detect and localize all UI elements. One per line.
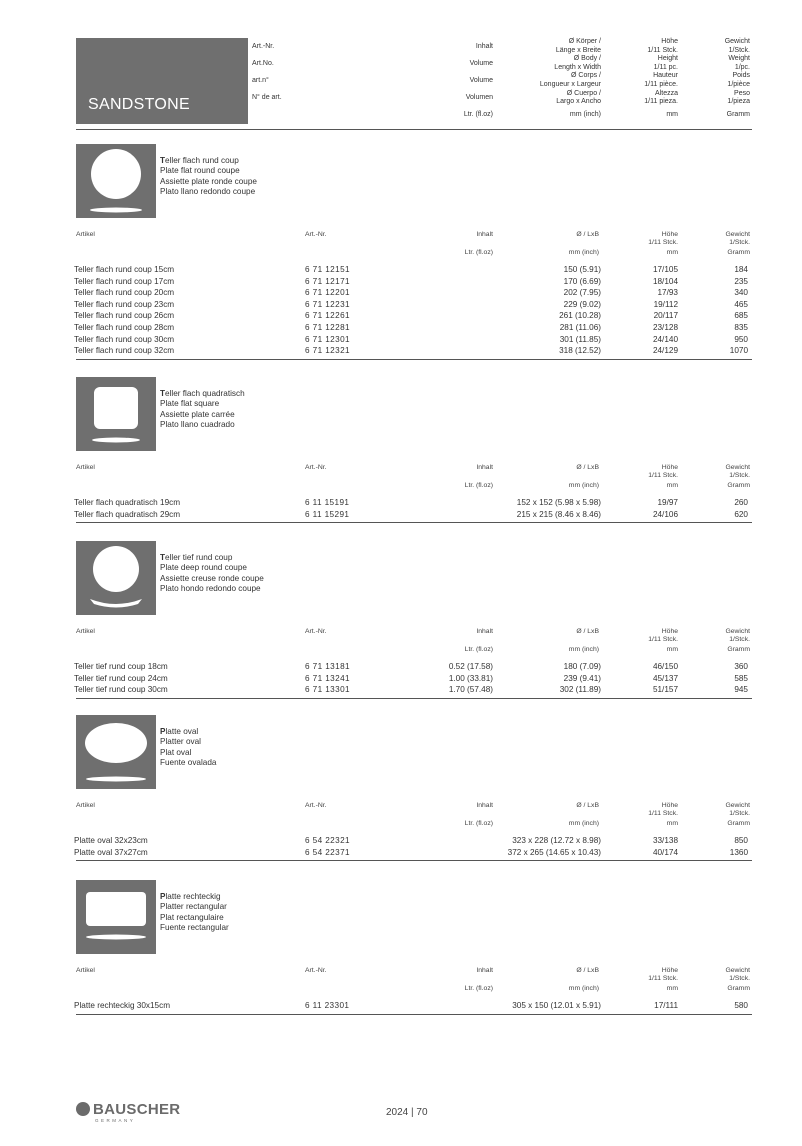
cell-weight: 340 — [734, 288, 748, 298]
unit-height: mm — [666, 646, 678, 653]
col-header-inhalt: Inhalt — [476, 464, 493, 471]
col-header-artnr: Art.-Nr. — [305, 802, 327, 809]
col-header-weight-sub: 1/Stck. — [729, 635, 750, 643]
product-name-line: Assiette plate ronde coupe — [160, 176, 257, 186]
section-divider — [76, 1014, 752, 1015]
product-name-line: Platter rectangular — [160, 902, 227, 912]
col-header-height-label: Höhe — [661, 628, 678, 635]
product-name-line: Plat oval — [160, 747, 192, 757]
product-name-line — [160, 727, 216, 737]
col-header-weight-sub: 1/Stck. — [729, 471, 750, 479]
table-row — [0, 311, 802, 323]
cell-height: 17/111 — [654, 1001, 678, 1010]
col-header-height — [648, 464, 678, 479]
cell-dimension: 305 x 150 (12.01 x 5.91) — [512, 1001, 601, 1010]
product-name-line: Plate deep round coupe — [160, 563, 247, 573]
table-row — [0, 848, 802, 860]
cell-height: 17/105 — [652, 265, 678, 274]
cell-weight: 850 — [734, 836, 748, 845]
brand-subtitle: GERMANY — [95, 1118, 136, 1123]
unit-height: mm — [666, 249, 678, 256]
col-header-weight-sub: 1/Stck. — [729, 974, 750, 982]
col-header-height-label: Höhe — [661, 231, 678, 238]
cell-weight: 1360 — [729, 847, 748, 857]
col-header-artikel: Artikel — [76, 231, 95, 238]
section-divider — [76, 860, 752, 861]
col-header-height-label: Höhe — [661, 802, 678, 809]
cell-artnr: 6 11 15291 — [305, 509, 350, 519]
col-header-artikel: Artikel — [76, 967, 95, 974]
product-name-initial: P — [160, 892, 166, 901]
col-header-weight — [725, 231, 750, 246]
col-header-weight-label: Gewicht — [725, 464, 750, 471]
cell-height: 19/112 — [653, 299, 678, 309]
col-header-artikel: Artikel — [76, 464, 95, 471]
col-header-weight-sub: 1/Stck. — [729, 238, 750, 246]
col-header-dimension: Ø / LxB — [576, 967, 599, 974]
cell-artnr: 6 71 12281 — [305, 323, 350, 332]
product-name-initial: T — [160, 389, 166, 398]
col-header-artikel: Artikel — [76, 628, 95, 635]
col-header-weight-sub: 1/Stck. — [729, 809, 750, 817]
unit-weight: Gramm — [727, 646, 750, 653]
col-header-weight — [725, 967, 750, 982]
header-weight-column: Gewicht 1/Stck. Weight 1/pc. Poids 1/pièce Peso 1/pieza Gramm — [724, 38, 750, 118]
cell-inhalt: 1.00 (33.81) — [448, 673, 493, 683]
cell-inhalt: 1.70 (57.48) — [448, 685, 493, 695]
cell-artikel: Platte oval 37x27cm — [74, 847, 148, 857]
unit-inhalt: Ltr. (fl.oz) — [464, 820, 493, 827]
table-row — [0, 685, 802, 697]
product-name-initial: P — [160, 727, 166, 736]
section-divider — [76, 698, 752, 699]
cell-height: 20/117 — [653, 311, 678, 321]
cell-artikel: Teller flach rund coup 23cm — [74, 299, 175, 309]
cell-artnr: 6 11 23301 — [305, 1001, 350, 1010]
product-name-initial: T — [160, 553, 166, 562]
cell-dimension: 229 (9.02) — [563, 299, 601, 309]
table-row — [0, 335, 802, 347]
product-name-line: Plato hondo redondo coupe — [160, 584, 261, 594]
cell-dimension: 302 (11.89) — [559, 685, 601, 695]
product-name-line: Assiette plate carrée — [160, 409, 235, 419]
cell-artikel: Teller tief rund coup 18cm — [74, 662, 168, 671]
cell-dimension: 215 x 215 (8.46 x 8.46) — [516, 509, 601, 519]
cell-artikel: Platte rechteckig 30x15cm — [74, 1001, 171, 1010]
cell-height: 17/93 — [657, 288, 678, 298]
col-header-inhalt: Inhalt — [476, 802, 493, 809]
cell-artikel: Platte oval 32x23cm — [74, 836, 148, 845]
col-header-height — [648, 231, 678, 246]
cell-artnr: 6 71 12261 — [305, 311, 350, 321]
cell-weight: 945 — [734, 685, 748, 695]
unit-weight: Gramm — [727, 820, 750, 827]
col-header-weight-label: Gewicht — [725, 628, 750, 635]
cell-weight: 465 — [734, 299, 748, 309]
col-header-artnr: Art.-Nr. — [305, 628, 327, 635]
unit-weight: Gramm — [727, 249, 750, 256]
cell-dimension: 180 (7.09) — [563, 662, 601, 671]
cell-artikel: Teller flach rund coup 20cm — [74, 288, 175, 298]
col-header-height-label: Höhe — [661, 464, 678, 471]
cell-artikel: Teller flach rund coup 30cm — [74, 334, 175, 344]
cell-height: 18/104 — [652, 276, 678, 286]
header-artnr-column: Art.-Nr. Art.No. art.n° N° de art. — [252, 43, 282, 101]
col-header-height-sub: 1/11 Stck. — [648, 974, 678, 982]
col-header-height-sub: 1/11 Stck. — [648, 635, 678, 643]
cell-weight: 950 — [734, 334, 748, 344]
unit-inhalt: Ltr. (fl.oz) — [464, 482, 493, 489]
col-header-inhalt: Inhalt — [476, 231, 493, 238]
unit-inhalt: Ltr. (fl.oz) — [464, 646, 493, 653]
product-name-line: Plato llano redondo coupe — [160, 187, 256, 197]
cell-height: 24/140 — [652, 334, 678, 344]
product-image — [76, 541, 156, 615]
unit-dimension: mm (inch) — [568, 482, 599, 489]
product-name-block — [160, 553, 264, 595]
cell-weight: 620 — [734, 509, 748, 519]
table-row — [0, 674, 802, 686]
product-name-rest: eller tief rund coup — [165, 553, 233, 562]
cell-height: 45/137 — [652, 673, 678, 683]
page-number: 2024 | 70 — [386, 1107, 428, 1118]
section-divider — [76, 359, 752, 360]
unit-dimension: mm (inch) — [568, 646, 599, 653]
product-name-rest: latte oval — [165, 727, 199, 736]
product-name-line: Plate flat round coupe — [160, 166, 240, 176]
cell-weight: 184 — [734, 265, 748, 274]
cell-height: 19/97 — [657, 498, 678, 507]
unit-height: mm — [666, 482, 678, 489]
unit-height: mm — [666, 820, 678, 827]
cell-artnr: 6 71 13181 — [305, 662, 350, 671]
cell-height: 40/174 — [652, 847, 678, 857]
cell-weight: 580 — [734, 1001, 748, 1010]
cell-dimension: 323 x 228 (12.72 x 8.98) — [512, 836, 601, 845]
col-header-weight-label: Gewicht — [725, 802, 750, 809]
brand-emblem-icon — [76, 1102, 90, 1116]
col-header-dimension: Ø / LxB — [576, 231, 599, 238]
cell-weight: 1070 — [729, 346, 748, 356]
cell-weight: 585 — [734, 673, 748, 683]
product-name-block — [160, 892, 229, 934]
cell-artnr: 6 71 12201 — [305, 288, 350, 298]
col-header-height-label: Höhe — [661, 967, 678, 974]
cell-dimension: 372 x 265 (14.65 x 10.43) — [507, 847, 601, 857]
cell-weight: 235 — [734, 276, 748, 286]
table-row — [0, 277, 802, 289]
col-header-dimension: Ø / LxB — [576, 464, 599, 471]
product-name-line: Assiette creuse ronde coupe — [160, 573, 264, 583]
col-header-inhalt: Inhalt — [476, 628, 493, 635]
cell-artikel: Teller flach rund coup 32cm — [74, 346, 175, 356]
cell-artnr: 6 71 12171 — [305, 276, 350, 286]
col-header-weight — [725, 464, 750, 479]
product-image — [76, 144, 156, 218]
col-header-height-sub: 1/11 Stck. — [648, 809, 678, 817]
product-name-line: Fuente ovalada — [160, 758, 217, 768]
col-header-weight — [725, 628, 750, 643]
col-header-weight-label: Gewicht — [725, 231, 750, 238]
cell-height: 23/128 — [652, 323, 678, 332]
unit-dimension: mm (inch) — [568, 249, 599, 256]
product-name-line — [160, 553, 264, 563]
col-header-weight — [725, 802, 750, 817]
cell-artikel: Teller tief rund coup 30cm — [74, 685, 168, 695]
product-name-line: Plate flat square — [160, 399, 220, 409]
col-header-inhalt: Inhalt — [476, 967, 493, 974]
cell-artikel: Teller flach rund coup 28cm — [74, 323, 175, 332]
cell-artikel: Teller flach quadratisch 29cm — [74, 509, 181, 519]
cell-dimension: 281 (11.06) — [559, 323, 601, 332]
unit-inhalt: Ltr. (fl.oz) — [464, 985, 493, 992]
header-volume-column: Inhalt Volume Volume Volumen Ltr. (fl.oz) — [463, 43, 493, 118]
col-header-artnr: Art.-Nr. — [305, 967, 327, 974]
cell-dimension: 301 (11.85) — [559, 334, 601, 344]
cell-artikel: Teller tief rund coup 24cm — [74, 673, 168, 683]
product-image — [76, 880, 156, 954]
cell-weight: 360 — [734, 662, 748, 671]
brand-logo: BAUSCHER — [76, 1101, 180, 1118]
product-name-line — [160, 892, 229, 902]
cell-artikel: Teller flach rund coup 15cm — [74, 265, 175, 274]
unit-dimension: mm (inch) — [568, 985, 599, 992]
cell-dimension: 170 (6.69) — [563, 276, 601, 286]
cell-artnr: 6 71 12151 — [305, 265, 350, 274]
table-row — [0, 498, 802, 510]
cell-artnr: 6 71 12321 — [305, 346, 350, 356]
cell-dimension: 239 (9.41) — [563, 673, 601, 683]
product-name-line — [160, 156, 257, 166]
table-row — [0, 510, 802, 522]
col-header-height-sub: 1/11 Stck. — [648, 238, 678, 246]
table-row — [0, 323, 802, 335]
cell-dimension: 202 (7.95) — [563, 288, 601, 298]
table-row — [0, 346, 802, 358]
cell-height: 24/106 — [652, 509, 678, 519]
cell-artikel: Teller flach quadratisch 19cm — [74, 498, 181, 507]
cell-height: 51/157 — [652, 685, 678, 695]
col-header-height-sub: 1/11 Stck. — [648, 471, 678, 479]
cell-artnr: 6 71 12301 — [305, 334, 350, 344]
product-name-line: Plato llano cuadrado — [160, 420, 235, 430]
cell-artnr: 6 71 13301 — [305, 685, 350, 695]
product-name-rest: latte rechteckig — [165, 892, 221, 901]
col-header-artnr: Art.-Nr. — [305, 231, 327, 238]
unit-height: mm — [666, 985, 678, 992]
unit-inhalt: Ltr. (fl.oz) — [464, 249, 493, 256]
table-row — [0, 288, 802, 300]
product-name-block — [160, 727, 216, 769]
unit-weight: Gramm — [727, 985, 750, 992]
cell-artnr: 6 54 22321 — [305, 836, 350, 845]
header-divider — [76, 129, 752, 130]
table-row — [0, 662, 802, 674]
cell-dimension: 152 x 152 (5.98 x 5.98) — [516, 498, 601, 507]
cell-artikel: Teller flach rund coup 26cm — [74, 311, 175, 321]
product-image — [76, 715, 156, 789]
cell-artnr: 6 71 13241 — [305, 673, 350, 683]
col-header-artikel: Artikel — [76, 802, 95, 809]
cell-dimension: 318 (12.52) — [559, 346, 601, 356]
cell-dimension: 261 (10.28) — [559, 311, 601, 321]
collection-title: SANDSTONE — [88, 96, 190, 113]
product-name-block — [160, 389, 245, 431]
col-header-dimension: Ø / LxB — [576, 802, 599, 809]
table-row — [0, 836, 802, 848]
col-header-height — [648, 628, 678, 643]
product-name-line: Platter oval — [160, 737, 201, 747]
col-header-height — [648, 802, 678, 817]
product-image — [76, 377, 156, 451]
product-name-rest: eller flach quadratisch — [165, 389, 245, 398]
table-row — [0, 1001, 802, 1013]
product-name-block — [160, 156, 257, 198]
section-divider — [76, 522, 752, 523]
product-name-rest: eller flach rund coup — [165, 156, 239, 165]
col-header-artnr: Art.-Nr. — [305, 464, 327, 471]
product-name-line: Fuente rectangular — [160, 923, 229, 933]
product-name-line — [160, 389, 245, 399]
table-row — [0, 300, 802, 312]
cell-height: 33/138 — [652, 836, 678, 845]
cell-weight: 835 — [734, 323, 748, 332]
header-height-column: Höhe 1/11 Stck. Height 1/11 pc. Hauteur 1/11 pièce. Altezza 1/11 pieza. mm — [644, 38, 678, 118]
cell-artnr: 6 11 15191 — [305, 498, 350, 507]
product-name-initial: T — [160, 156, 166, 165]
cell-height: 46/150 — [652, 662, 678, 671]
cell-artikel: Teller flach rund coup 17cm — [74, 276, 175, 286]
cell-artnr: 6 71 12231 — [305, 299, 350, 309]
cell-weight: 685 — [734, 311, 748, 321]
col-header-dimension: Ø / LxB — [576, 628, 599, 635]
cell-weight: 260 — [734, 498, 748, 507]
cell-artnr: 6 54 22371 — [305, 847, 350, 857]
cell-height: 24/129 — [652, 346, 678, 356]
unit-weight: Gramm — [727, 482, 750, 489]
table-row — [0, 265, 802, 277]
unit-dimension: mm (inch) — [568, 820, 599, 827]
cell-inhalt: 0.52 (17.58) — [448, 662, 493, 671]
header-dimension-column: Ø Körper / Länge x Breite Ø Body / Length x Width Ø Corps / Longueur x Largeur Ø Cuerpo / Largo x Ancho mm (inch) — [539, 38, 601, 118]
product-name-line: Plat rectangulaire — [160, 912, 224, 922]
col-header-height — [648, 967, 678, 982]
col-header-weight-label: Gewicht — [725, 967, 750, 974]
cell-dimension: 150 (5.91) — [563, 265, 601, 274]
